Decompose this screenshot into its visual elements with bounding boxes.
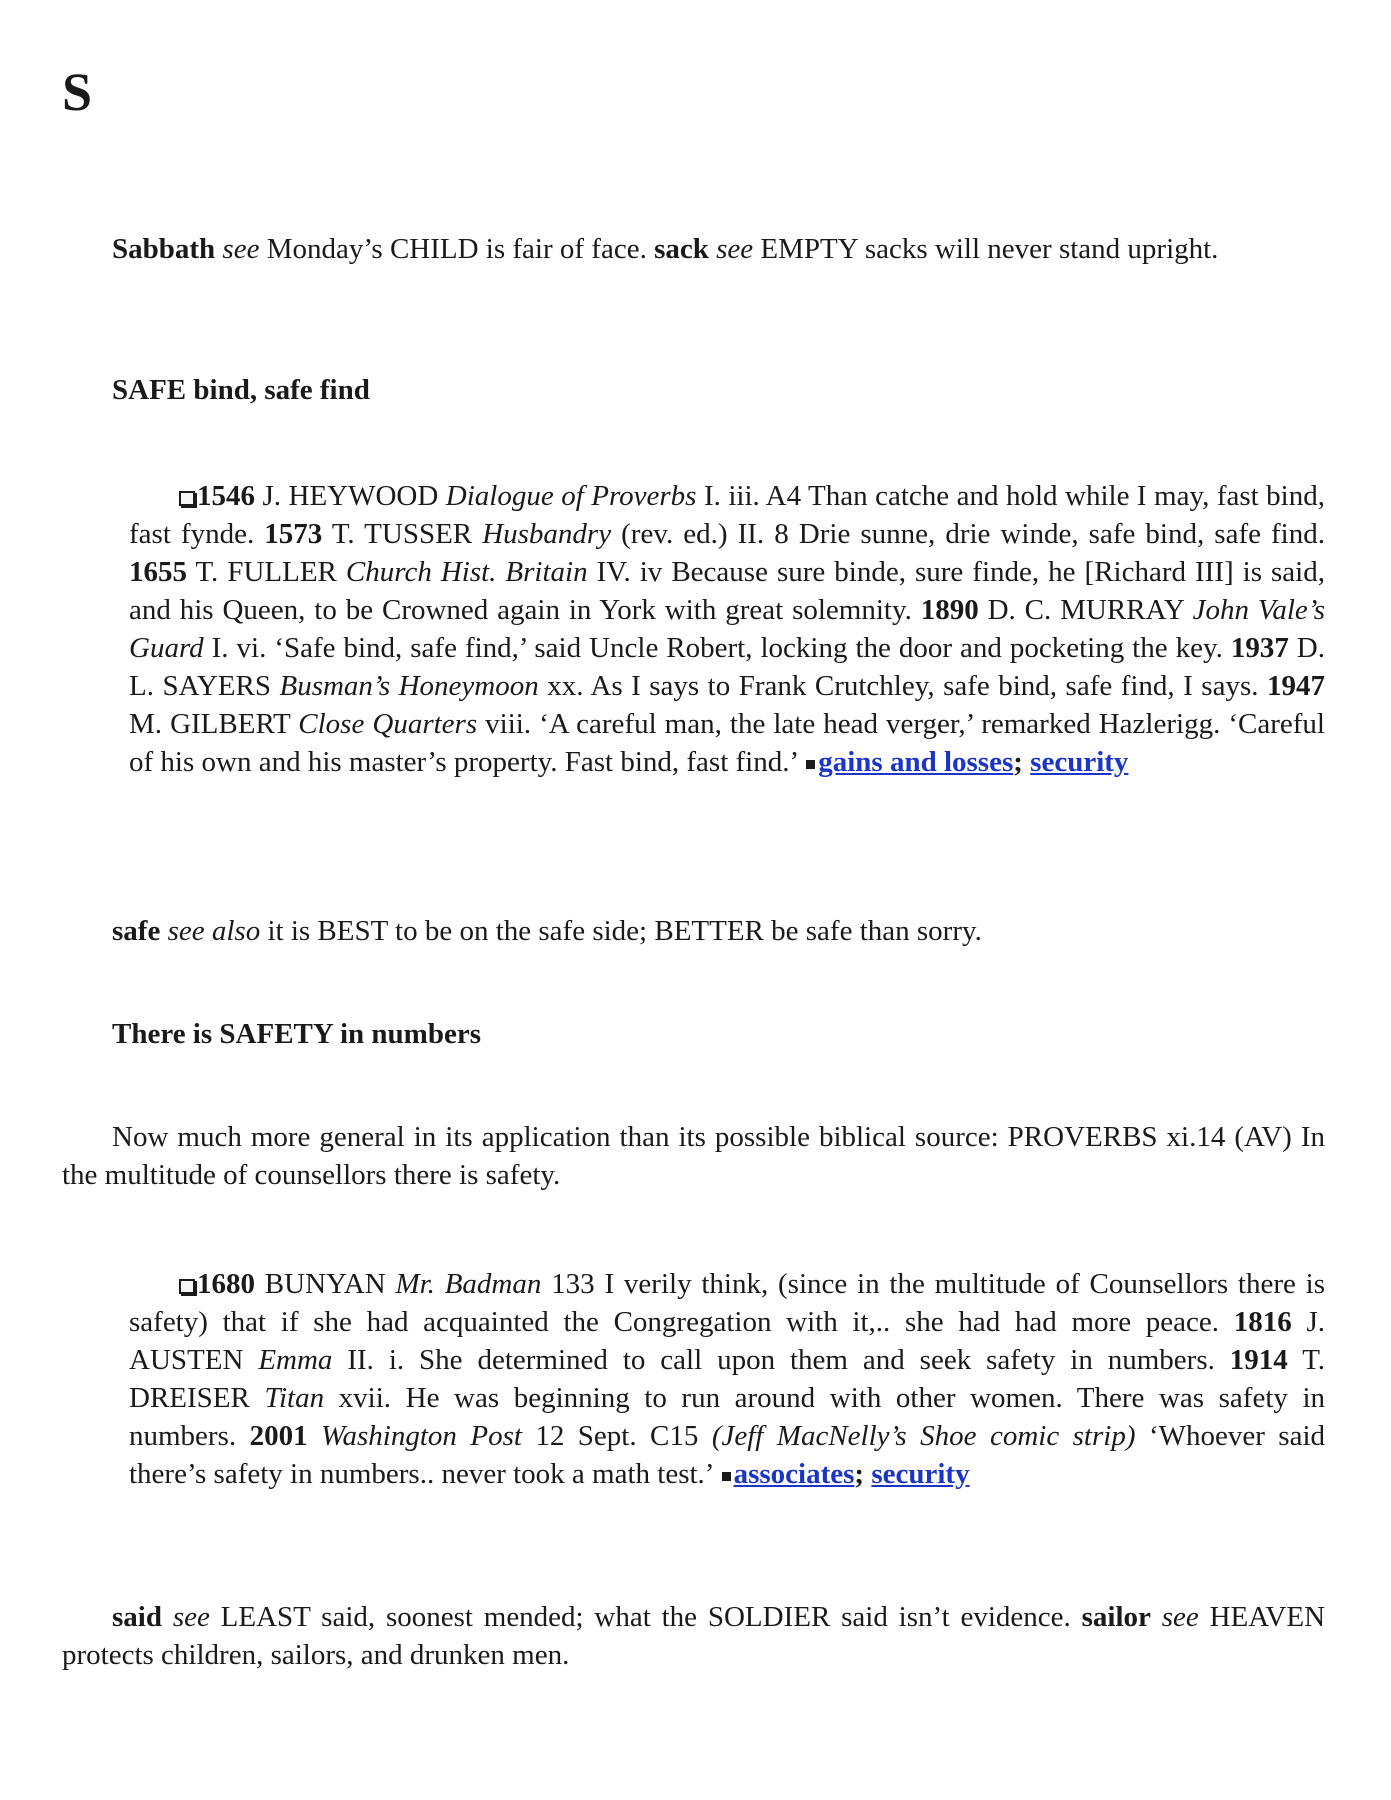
citation-year: 1890 [920,594,979,626]
link-security[interactable]: security [871,1458,970,1490]
proverb-heading-safety-in-numbers: There is SAFETY in numbers [112,1018,481,1050]
citation-year: 1937 [1230,632,1289,664]
entry-said-sailor: said see LEAST said, soonest mended; what the SOLDIER said isn’t evidence. sailor see HEAVEN protects children, sailors, and drunken men. [62,1601,1326,1671]
citation-box-icon [179,491,195,506]
citations-safety-in-numbers: 1680 BUNYAN Mr. Badman 133 I verily think, (since in the multitude of Counsellors there is safety) that if she had acquainted the Congregation with it,.. she had had more peace. 1816 J. AUSTEN Emma II. i. She determined to call upon them and seek safety in numbers. 1914 T. DREISER Titan xvii. He was beginning to run around with other women. There was safety in numbers. 2001 Washington Post 12 Sept. C15 (Jeff MacNelly’s Shoe comic strip) ‘Whoever said there’s safety in numbers.. never took a math test.’ associates; security [129,1268,1326,1490]
headword-sack: sack [654,233,709,265]
cross-ref-see: see [716,233,754,265]
citation-year: 2001 [249,1420,308,1452]
headword-said: said [112,1601,162,1633]
theme-square-icon [722,1472,731,1481]
citation-year: 1655 [129,556,187,588]
citation-year: 1546 [197,480,255,512]
cross-ref-see-also: see also [167,915,261,947]
link-gains-and-losses[interactable]: gains and losses [818,746,1014,778]
proverb-note: Now much more general in its application than its possible biblical source: PROVERBS xi.14 (AV) In the multitude of counsellors there is safety. [62,1121,1325,1191]
cross-ref-see: see [1161,1601,1199,1633]
citations-safe-bind: 1546 J. HEYWOOD Dialogue of Proverbs I. iii. A4 Than catche and hold while I may, fast bind, fast fynde. 1573 T. TUSSER Husbandry (rev. ed.) II. 8 Drie sunne, drie winde, safe bind, safe find. 1655 T. FULLER Church Hist. Britain IV. iv Because sure binde, sure finde, he [Richard III] is said, and his Queen, to be Crowned again in York with great solemnity. 1890 D. C. MURRAY John Vale’s Guard I. vi. ‘Safe bind, safe find,’ said Uncle Robert, locking the door and pocketing the key. 1937 D. L. SAYERS Busman’s Honeymoon xx. As I says to Frank Crutchley, safe bind, safe find, I says. 1947 M. GILBERT Close Quarters viii. ‘A careful man, the late head verger,’ remarked Hazlerigg. ‘Careful of his own and his master’s property. Fast bind, fast find.’ gains and losses; security [129,480,1326,778]
citation-year: 1914 [1229,1344,1288,1376]
citation-year: 1816 [1233,1306,1292,1338]
headword-sabbath: Sabbath [112,233,216,265]
theme-square-icon [806,760,815,769]
link-security[interactable]: security [1030,746,1129,778]
citation-box-icon [179,1279,195,1294]
citation-year: 1680 [197,1268,255,1300]
link-associates[interactable]: associates [733,1458,855,1490]
citation-year: 1947 [1266,670,1325,702]
citation-year: 1573 [264,518,323,550]
headword-safe: safe [112,915,161,947]
proverb-heading-safe-bind: SAFE bind, safe find [112,374,370,406]
cross-ref-see: see [172,1601,210,1633]
section-letter: S [62,62,93,122]
entry-sabbath-sack: Sabbath see Monday’s CHILD is fair of face. sack see EMPTY sacks will never stand upright. [112,233,1219,265]
entry-safe: safe see also it is BEST to be on the safe side; BETTER be safe than sorry. [112,915,982,947]
headword-sailor: sailor [1081,1601,1151,1633]
cross-ref-see: see [222,233,260,265]
